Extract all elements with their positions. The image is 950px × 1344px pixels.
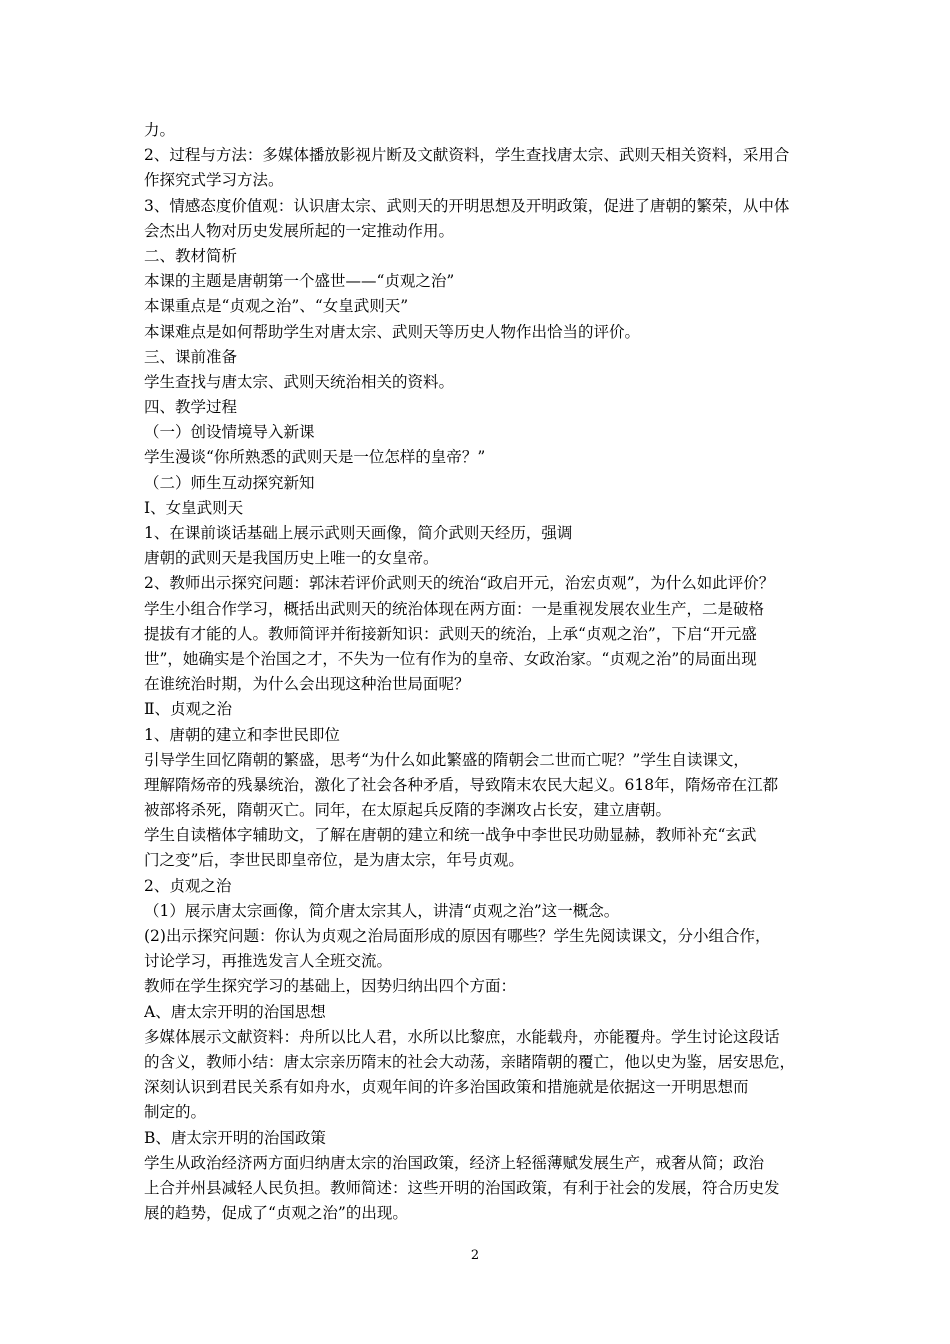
- page-number: 2: [470, 1248, 480, 1263]
- text-line: （1）展示唐太宗画像，简介唐太宗其人，讲清“贞观之治”这一概念。: [144, 901, 620, 920]
- text-line: 教师在学生探究学习的基础上，因势归纳出四个方面：: [144, 977, 517, 996]
- text-line: 会杰出人物对历史发展所起的一定推动作用。: [144, 221, 455, 240]
- text-line: 制定的。: [144, 1103, 207, 1122]
- text-line: 的含义，教师小结：唐太宗亲历隋末的社会大动荡，亲睹隋朝的覆亡，他以史为鉴，居安思危，: [144, 1052, 796, 1071]
- text-line: 展的趋势，促成了“贞观之治”的出现。: [144, 1204, 408, 1223]
- text-line: 1、在课前谈话基础上展示武则天画像，简介武则天经历，强调: [144, 524, 573, 542]
- text-line: 学生从政治经济两方面归纳唐太宗的治国政策，经济上轻徭薄赋发展生产，戒奢从简；政治: [144, 1153, 765, 1172]
- text-line: 学生自读楷体字辅助文，了解在唐朝的建立和统一战争中李世民功勋显赫，教师补充“玄武: [144, 826, 757, 845]
- section-heading: 三、课前准备: [144, 347, 238, 366]
- text-line: 提拔有才能的人。教师简评并衔接新知识：武则天的统治，上承“贞观之治”，下启“开元盛: [144, 624, 757, 643]
- text-line: 2、教师出示探究问题：郭沫若评价武则天的统治“政启开元，治宏贞观”，为什么如此评价？: [144, 574, 775, 593]
- text-line: 在谁统治时期，为什么会出现这种治世局面呢？: [144, 675, 470, 694]
- text-line: 本课难点是如何帮助学生对唐太宗、武则天等历史人物作出恰当的评价。: [144, 322, 641, 341]
- text-line: 学生查找与唐太宗、武则天统治相关的资料。: [144, 372, 455, 391]
- subsection-heading: Ⅰ、女皇武则天: [144, 498, 244, 517]
- text-line: 多媒体展示文献资料：舟所以比人君，水所以比黎庶，水能载舟，亦能覆舟。学生讨论这段话: [144, 1027, 780, 1046]
- text-line: B、唐太宗开明的治国政策: [144, 1128, 326, 1147]
- text-line: 引导学生回忆隋朝的繁盛，思考“为什么如此繁盛的隋朝会二世而亡呢？”学生自读课文，: [144, 750, 749, 769]
- text-line: A、唐太宗开明的治国思想: [144, 1002, 326, 1021]
- text-line: 被部将杀死，隋朝灭亡。同年，在太原起兵反隋的李渊攻占长安，建立唐朝。: [144, 801, 672, 820]
- text-line: 1、唐朝的建立和李世民即位: [144, 725, 340, 744]
- text-line: 深刻认识到君民关系有如舟水，贞观年间的许多治国政策和措施就是依据这一开明思想而: [144, 1078, 749, 1097]
- subsection-heading: （一）创设情境导入新课: [144, 423, 315, 442]
- text-line: (2)出示探究问题：你认为贞观之治局面形成的原因有哪些？学生先阅读课文，分小组合作，: [144, 927, 771, 945]
- text-line: 学生漫谈“你所熟悉的武则天是一位怎样的皇帝？”: [144, 448, 486, 467]
- document-body: [144, 118, 834, 1226]
- text-line: 3、情感态度价值观：认识唐太宗、武则天的开明思想及开明政策，促进了唐朝的繁荣，从中体: [144, 196, 790, 215]
- text-line: 2、贞观之治: [144, 876, 232, 895]
- text-line: 作探究式学习方法。: [144, 171, 284, 190]
- subsection-heading: Ⅱ、贞观之治: [144, 700, 233, 719]
- section-heading: 二、教材简析: [144, 246, 238, 265]
- text-line: 唐朝的武则天是我国历史上唯一的女皇帝。: [144, 549, 439, 568]
- text-line: 门之变”后，李世民即皇帝位，是为唐太宗，年号贞观。: [144, 851, 524, 870]
- text-line: 世”，她确实是个治国之才，不失为一位有作为的皇帝、女政治家。“贞观之治”的局面出现: [144, 649, 757, 668]
- text-line: 本课的主题是唐朝第一个盛世——“贞观之治”: [144, 272, 455, 291]
- text-line: 本课重点是“贞观之治”、“女皇武则天”: [144, 297, 409, 316]
- subsection-heading: （二）师生互动探究新知: [144, 473, 315, 492]
- text-line: 讨论学习，再推选发言人全班交流。: [144, 952, 393, 971]
- text-line: 上合并州县减轻人民负担。教师简述：这些开明的治国政策，有利于社会的发展，符合历史发: [144, 1178, 780, 1197]
- text-line: 学生小组合作学习，概括出武则天的统治体现在两方面：一是重视发展农业生产，二是破格: [144, 599, 765, 618]
- text-line: 力。: [144, 121, 176, 139]
- section-heading: 四、教学过程: [144, 398, 238, 417]
- text-line: 理解隋炀帝的残暴统治，激化了社会各种矛盾，导致隋末农民大起义。618年，隋炀帝在江都: [144, 775, 779, 794]
- text-line: 2、过程与方法：多媒体播放影视片断及文献资料，学生查找唐太宗、武则天相关资料，采用合: [144, 146, 790, 165]
